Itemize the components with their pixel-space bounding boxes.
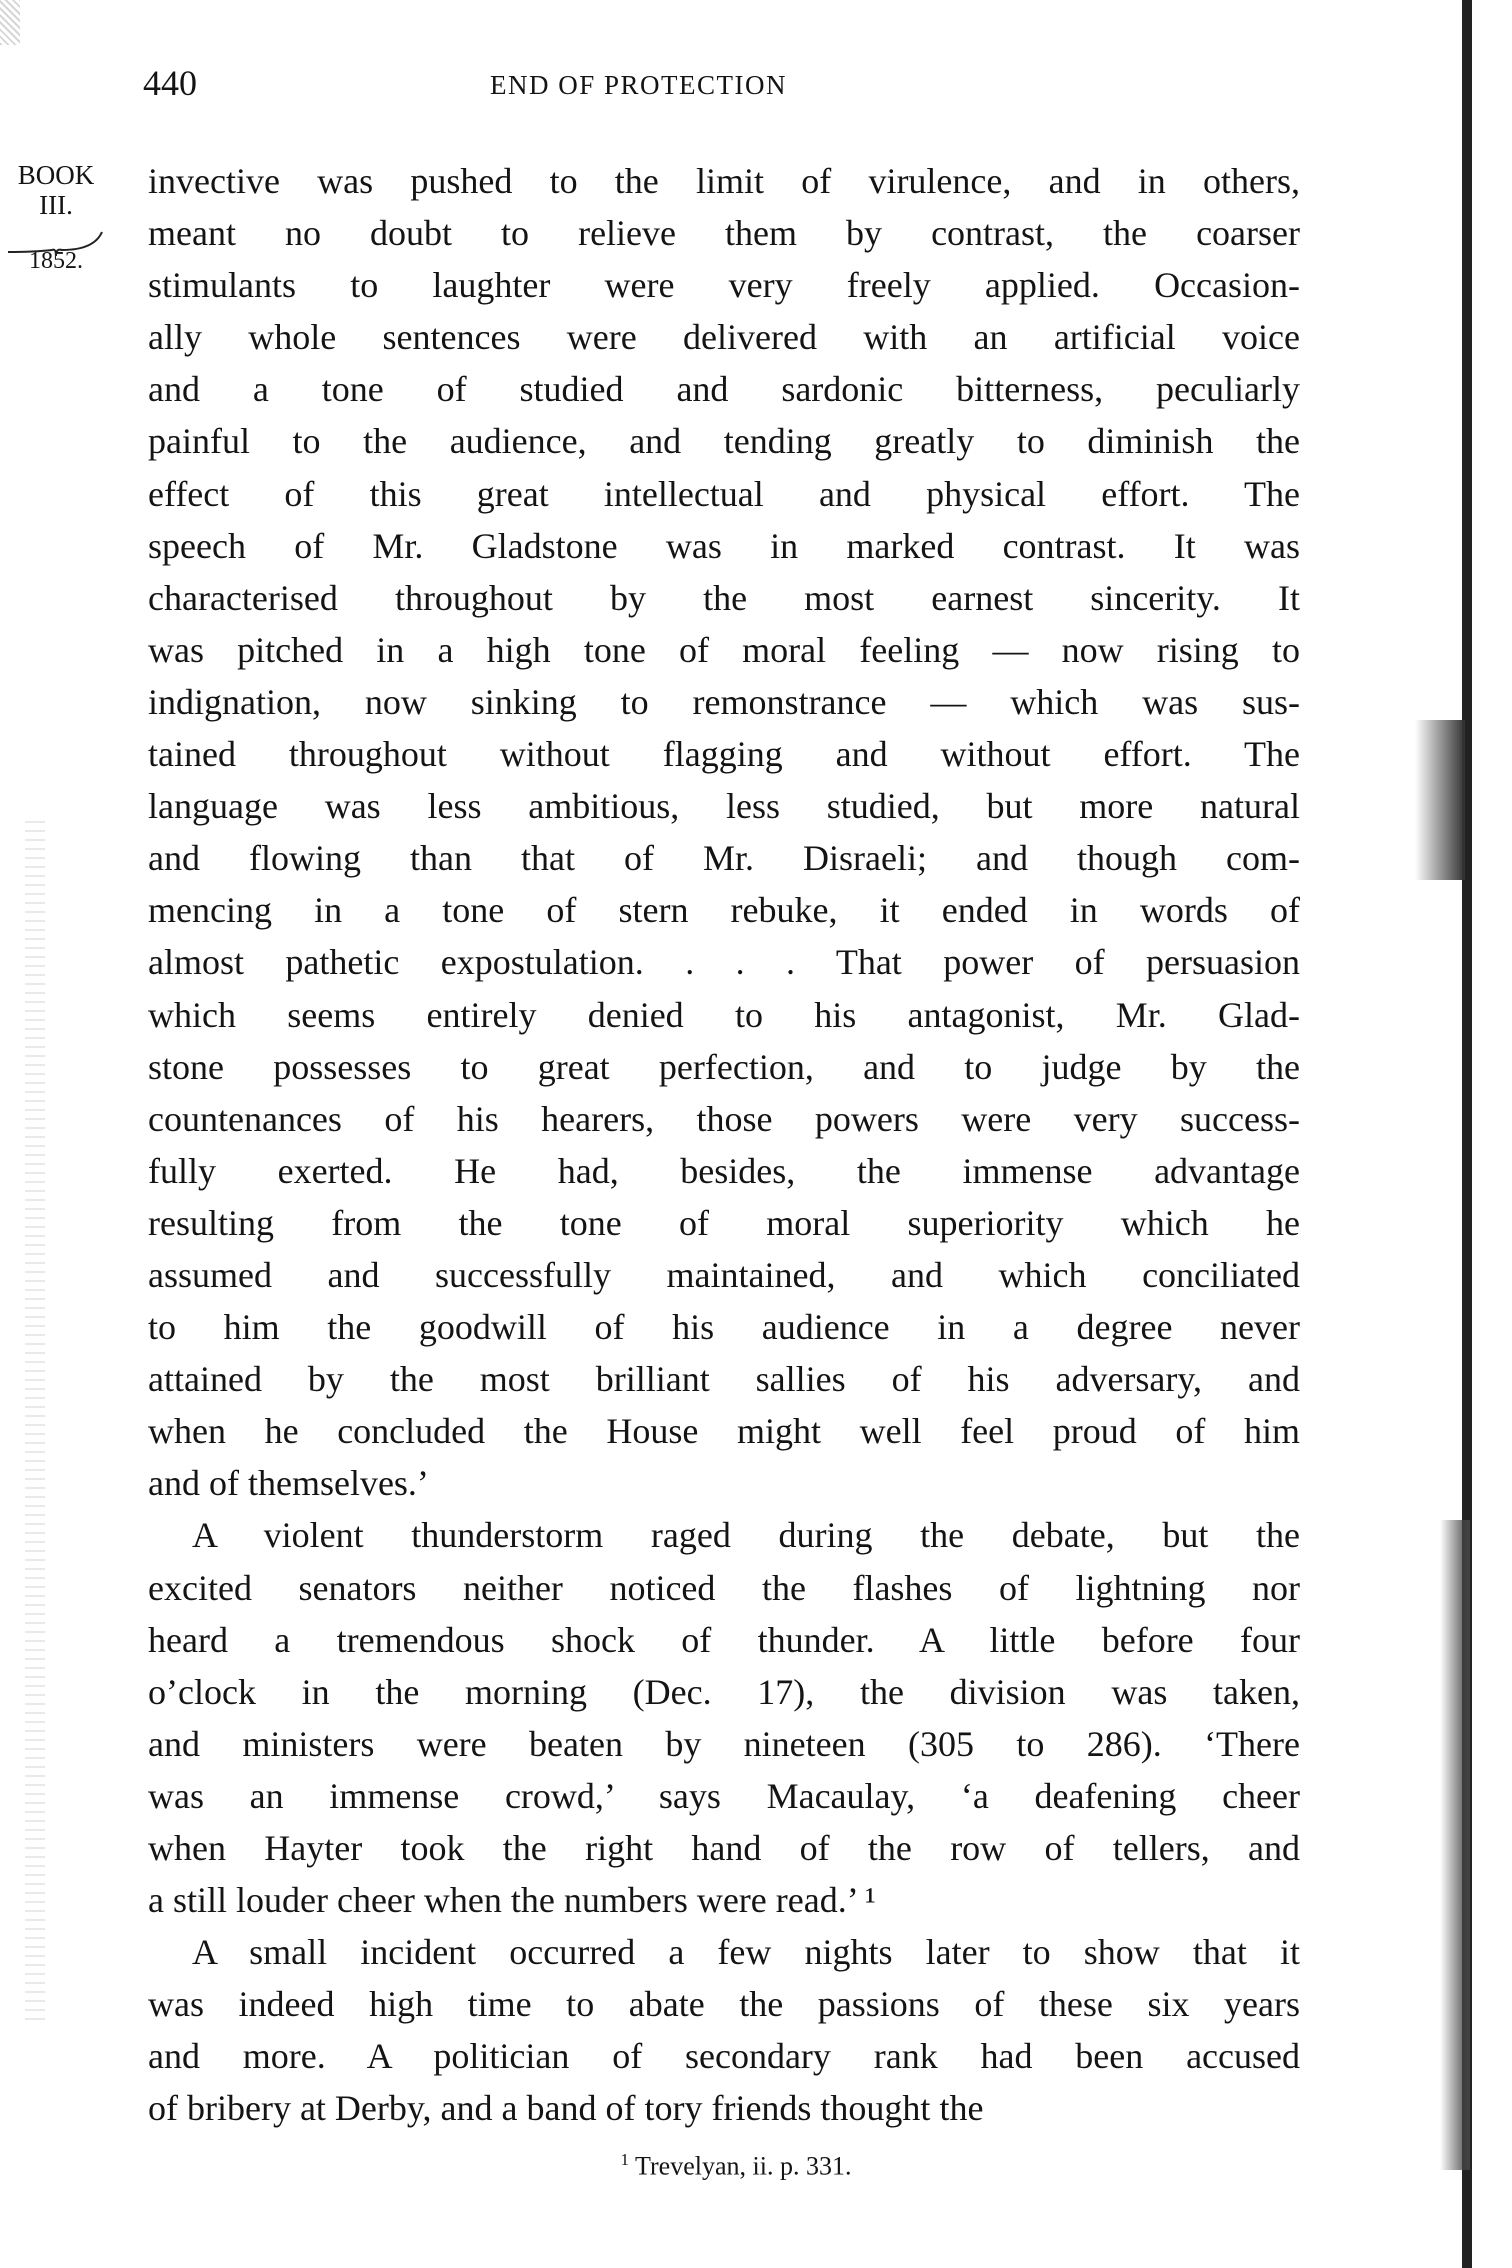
footnote-text: Trevelyan, ii. p. 331. bbox=[635, 2151, 852, 2181]
text-line: A small incident occurred a few nights later to show that it bbox=[192, 1932, 1300, 1973]
text-line: speech of Mr. Gladstone was in marked contrast. It was bbox=[148, 525, 1300, 566]
text-line: was indeed high time to abate the passions of these six years bbox=[148, 1984, 1300, 2025]
text-line: fully exerted. He had, besides, the immense advantage bbox=[148, 1150, 1300, 1191]
margin-year: 1852. bbox=[29, 248, 83, 274]
margin-book: BOOK bbox=[17, 160, 95, 190]
scan-artifact bbox=[25, 820, 45, 2020]
scan-artifact bbox=[0, 0, 20, 45]
text-line: a still louder cheer when the numbers were read.’ ¹ bbox=[148, 1880, 876, 1921]
body-text bbox=[148, 155, 1300, 2135]
text-line: indignation, now sinking to remonstrance — which was sus- bbox=[148, 681, 1300, 722]
text-line: excited senators neither noticed the flashes of lightning nor bbox=[148, 1567, 1300, 1608]
footnote-marker: 1 bbox=[620, 2150, 630, 2169]
page-number: 440 bbox=[143, 63, 197, 103]
scan-artifact bbox=[1440, 1520, 1470, 2170]
text-line: and ministers were beaten by nineteen (305 to 286). ‘There bbox=[148, 1723, 1300, 1764]
text-line: language was less ambitious, less studied, but more natural bbox=[148, 786, 1300, 827]
text-line: countenances of his hearers, those powers were very success- bbox=[148, 1098, 1300, 1139]
text-line: meant no doubt to relieve them by contrast, the coarser bbox=[148, 213, 1300, 254]
text-line: assumed and successfully maintained, and which conciliated bbox=[148, 1254, 1300, 1295]
text-line: invective was pushed to the limit of virulence, and in others, bbox=[148, 161, 1300, 201]
text-line: resulting from the tone of moral superiority which he bbox=[148, 1202, 1300, 1243]
text-line: mencing in a tone of stern rebuke, it ended in words of bbox=[148, 890, 1300, 931]
text-line: heard a tremendous shock of thunder. A little before four bbox=[148, 1619, 1300, 1660]
text-line: which seems entirely denied to his antagonist, Mr. Glad- bbox=[148, 994, 1300, 1035]
text-line: when Hayter took the right hand of the row of tellers, and bbox=[148, 1828, 1300, 1868]
text-line: and more. A politician of secondary rank had been accused bbox=[148, 2036, 1300, 2077]
text-line: stone possesses to great perfection, and to judge by the bbox=[148, 1046, 1300, 1087]
scan-artifact bbox=[1415, 720, 1465, 880]
text-line: and of themselves.’ bbox=[148, 1463, 429, 1504]
footnote bbox=[0, 2150, 1512, 2182]
text-line: when he concluded the House might well feel proud of him bbox=[148, 1411, 1300, 1452]
text-line: stimulants to laughter were very freely applied. Occasion- bbox=[148, 265, 1300, 306]
text-line: was pitched in a high tone of moral feeling — now rising to bbox=[148, 629, 1300, 670]
text-line: of bribery at Derby, and a band of tory friends thought the bbox=[148, 2088, 984, 2129]
running-title: END OF PROTECTION bbox=[490, 70, 788, 100]
text-line: effect of this great intellectual and physical effort. The bbox=[148, 473, 1300, 514]
text-line: tained throughout without flagging and without effort. The bbox=[148, 734, 1300, 775]
text-line: and flowing than that of Mr. Disraeli; and though com- bbox=[148, 838, 1300, 879]
text-line: ally whole sentences were delivered with an artificial voice bbox=[148, 317, 1300, 358]
text-line: characterised throughout by the most earnest sincerity. It bbox=[148, 577, 1300, 618]
text-line: A violent thunderstorm raged during the debate, but the bbox=[192, 1515, 1300, 1556]
text-line: to him the goodwill of his audience in a degree never bbox=[148, 1307, 1300, 1348]
text-line: was an immense crowd,’ says Macaulay, ‘a deafening cheer bbox=[148, 1775, 1300, 1816]
text-line: o’clock in the morning (Dec. 17), the division was taken, bbox=[148, 1671, 1300, 1712]
text-line: attained by the most brilliant sallies of his adversary, and bbox=[148, 1359, 1300, 1400]
text-line: and a tone of studied and sardonic bitterness, peculiarly bbox=[148, 369, 1300, 410]
text-line: almost pathetic expostulation. . . . That power of persuasion bbox=[148, 942, 1300, 983]
brace-ornament bbox=[4, 230, 108, 260]
margin-volume: III. bbox=[39, 190, 73, 220]
text-line: painful to the audience, and tending greatly to diminish the bbox=[148, 421, 1300, 462]
